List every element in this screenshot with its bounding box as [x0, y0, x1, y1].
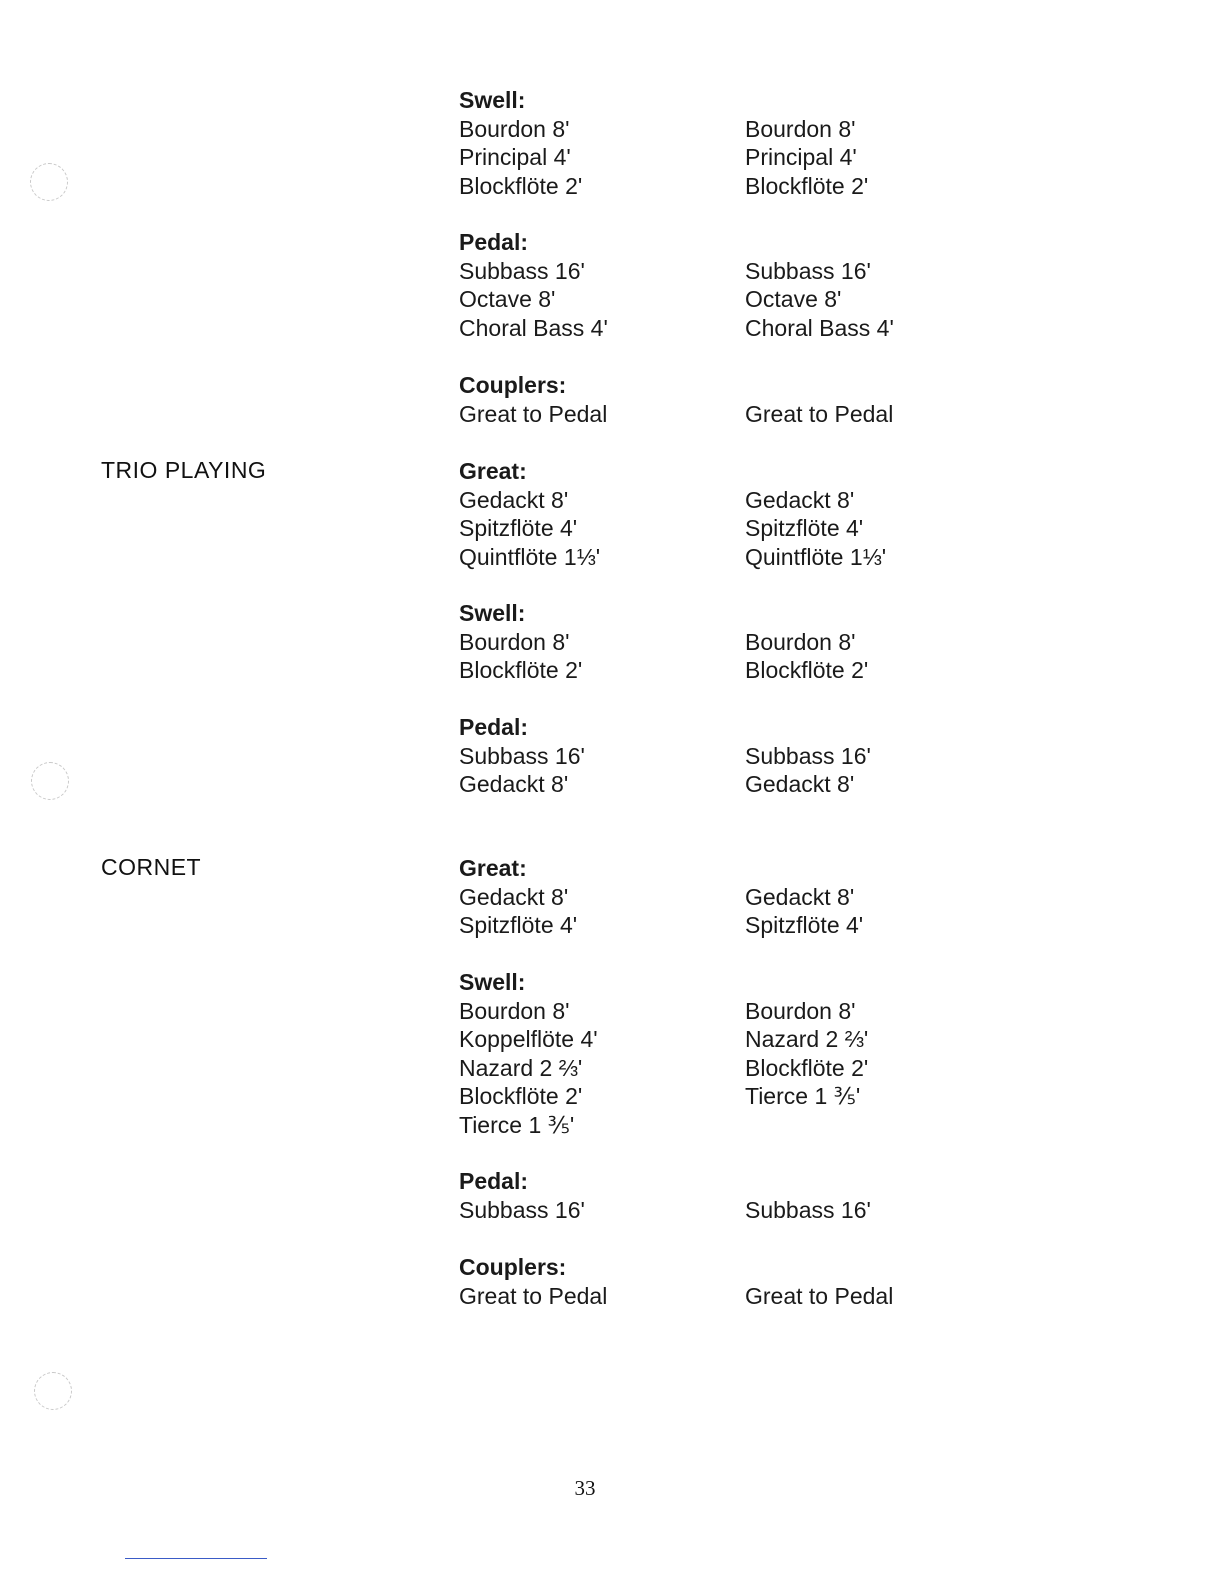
stop-left: Spitzflöte 4' — [459, 515, 578, 541]
division-heading: Great: — [459, 855, 527, 881]
stop-row — [459, 911, 1019, 940]
footer-rule — [125, 1558, 267, 1559]
stop-row — [459, 1082, 1019, 1111]
stop-row — [459, 143, 1019, 172]
registration-block — [459, 1167, 1019, 1224]
stop-left: Subbass 16' — [459, 257, 585, 284]
stop-left: Principal 4' — [459, 144, 571, 170]
division-heading: Couplers: — [459, 1254, 567, 1280]
stop-row — [459, 486, 1019, 515]
division-heading: Pedal: — [459, 229, 529, 255]
stop-row — [459, 1025, 1019, 1054]
registration-block — [459, 1253, 1019, 1310]
stop-right: Nazard 2 ⅔' — [745, 1026, 869, 1052]
stop-left: Blockflöte 2' — [459, 1083, 583, 1109]
stop-right: Blockflöte 2' — [745, 657, 869, 683]
registration-block — [459, 968, 1019, 1139]
stop-row — [459, 172, 1019, 201]
stop-row — [459, 742, 1019, 771]
stop-left: Gedackt 8' — [459, 771, 569, 797]
stop-left: Great to Pedal — [459, 400, 608, 427]
stop-left: Octave 8' — [459, 286, 556, 312]
stop-right: Spitzflöte 4' — [745, 912, 864, 938]
stop-right: Gedackt 8' — [745, 883, 855, 910]
stop-left: Spitzflöte 4' — [459, 912, 578, 938]
division-heading: Swell: — [459, 600, 526, 626]
stop-right: Quintflöte 1⅓' — [745, 543, 887, 570]
stop-right: Gedackt 8' — [745, 486, 855, 513]
stop-left: Nazard 2 ⅔' — [459, 1054, 583, 1081]
stop-row — [459, 1196, 1019, 1225]
stop-left: Gedackt 8' — [459, 883, 569, 910]
stop-row — [459, 1054, 1019, 1083]
stop-left: Quintflöte 1⅓' — [459, 543, 601, 570]
stop-row — [459, 656, 1019, 685]
stop-left: Gedackt 8' — [459, 486, 569, 513]
registration-block — [459, 371, 1019, 428]
stop-right: Bourdon 8' — [745, 997, 856, 1024]
division-heading: Swell: — [459, 969, 526, 995]
stop-right: Blockflöte 2' — [745, 1054, 869, 1081]
stop-left: Blockflöte 2' — [459, 657, 583, 683]
stop-left: Subbass 16' — [459, 742, 585, 769]
stop-right: Great to Pedal — [745, 1282, 894, 1309]
stop-right: Octave 8' — [745, 286, 842, 312]
stop-row — [459, 997, 1019, 1026]
stop-right: Principal 4' — [745, 144, 857, 170]
stop-row — [459, 770, 1019, 799]
stop-left: Bourdon 8' — [459, 115, 570, 142]
division-heading: Great: — [459, 458, 527, 484]
registration-block — [459, 457, 1019, 571]
registration-block — [459, 854, 1019, 940]
division-heading: Couplers: — [459, 372, 567, 398]
stop-left: Bourdon 8' — [459, 997, 570, 1024]
registration-block — [459, 228, 1019, 342]
division-heading: Pedal: — [459, 1168, 529, 1194]
stop-row — [459, 115, 1019, 144]
stop-right: Subbass 16' — [745, 257, 871, 284]
section-label-trio-playing: TRIO PLAYING — [101, 457, 267, 483]
stop-row — [459, 543, 1019, 572]
stop-right: Choral Bass 4' — [745, 314, 894, 341]
punch-hole-middle — [31, 762, 69, 800]
stop-row — [459, 1282, 1019, 1311]
stop-right: Gedackt 8' — [745, 771, 855, 797]
punch-hole-top — [30, 163, 68, 201]
stop-right: Tierce 1 ⅗' — [745, 1083, 861, 1109]
registration-block — [459, 713, 1019, 799]
stop-row — [459, 314, 1019, 343]
stop-left: Great to Pedal — [459, 1282, 608, 1309]
stop-row — [459, 400, 1019, 429]
punch-hole-bottom — [34, 1372, 72, 1410]
stop-row — [459, 628, 1019, 657]
stop-row — [459, 285, 1019, 314]
stop-row — [459, 514, 1019, 543]
stop-right: Blockflöte 2' — [745, 172, 869, 199]
section-label-cornet: CORNET — [101, 854, 202, 880]
stop-left: Bourdon 8' — [459, 628, 570, 655]
registration-block — [459, 86, 1019, 200]
division-heading: Pedal: — [459, 714, 529, 740]
stop-right: Bourdon 8' — [745, 628, 856, 655]
stop-right: Great to Pedal — [745, 400, 894, 427]
stop-left: Koppelflöte 4' — [459, 1026, 598, 1052]
stop-right: Subbass 16' — [745, 742, 871, 769]
page-number: 33 — [574, 1476, 596, 1500]
division-heading: Swell: — [459, 87, 526, 113]
stop-right: Spitzflöte 4' — [745, 515, 864, 541]
registration-block — [459, 599, 1019, 685]
stop-row — [459, 1111, 1019, 1140]
stop-left: Tierce 1 ⅗' — [459, 1111, 575, 1138]
stop-row — [459, 257, 1019, 286]
stop-left: Choral Bass 4' — [459, 314, 608, 341]
stop-right: Bourdon 8' — [745, 115, 856, 142]
stop-left: Subbass 16' — [459, 1196, 585, 1223]
stop-right: Subbass 16' — [745, 1196, 871, 1223]
stop-row — [459, 883, 1019, 912]
stop-left: Blockflöte 2' — [459, 172, 583, 199]
